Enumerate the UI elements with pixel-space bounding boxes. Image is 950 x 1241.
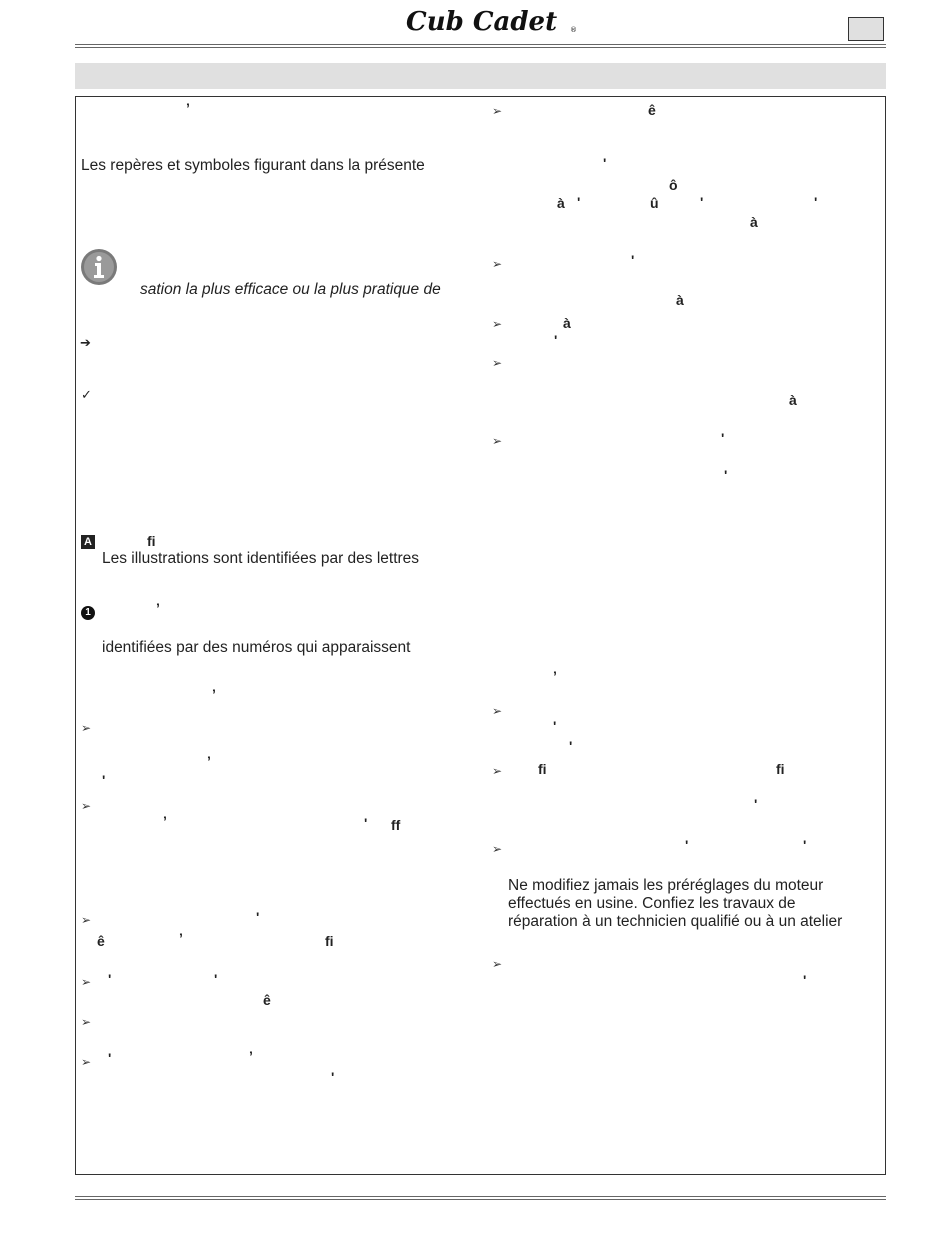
bullet-arrow-icon: ➢	[492, 104, 503, 118]
text-fragment: à	[789, 392, 797, 408]
footer-rule-bottom	[75, 1199, 886, 1200]
text-fragment: û	[650, 195, 659, 211]
bullet-arrow-icon: ➢	[81, 799, 92, 813]
text-fragment: à	[676, 292, 684, 308]
info-icon	[80, 248, 118, 286]
text-fragment: ’	[156, 600, 160, 616]
text-fragment: '	[554, 332, 558, 348]
figure-label: Les illustrations sont identifiées par des lettres	[102, 550, 420, 567]
bullet-arrow-icon: ➢	[81, 721, 92, 735]
bullet-arrow-icon: ➢	[492, 704, 503, 718]
text-fragment: ’	[553, 668, 557, 684]
text-fragment: ’	[163, 813, 167, 829]
text-fragment: ’	[212, 686, 216, 702]
engine-warning-line-3: réparation à un technicien qualifié ou à un atelier	[508, 913, 843, 930]
bullet-arrow-icon: ➢	[492, 257, 503, 271]
text-fragment: '	[721, 430, 725, 446]
registered-mark: ®	[570, 26, 577, 34]
brand-logo-text: Cub Cadet	[406, 7, 558, 37]
text-fragment: '	[631, 252, 635, 268]
text-fragment: '	[214, 971, 218, 987]
text-fragment: à	[750, 214, 758, 230]
text-fragment: '	[700, 194, 704, 210]
header-rule-top	[75, 44, 886, 45]
bullet-arrow-icon: ➢	[81, 1055, 92, 1069]
bullet-arrow-icon: ➢	[81, 975, 92, 989]
text-fragment: ê	[648, 102, 656, 118]
bullet-arrow-icon: ➢	[492, 957, 503, 971]
text-fragment: '	[364, 815, 368, 831]
text-fragment: à	[563, 315, 571, 331]
text-fragment: fi	[776, 761, 785, 777]
text-fragment: ’	[249, 1048, 253, 1064]
cub-cadet-logo	[398, 2, 578, 40]
text-fragment: '	[814, 194, 818, 210]
section-title-band	[75, 63, 886, 89]
component-number-badge: 1	[81, 606, 95, 620]
text-fragment: '	[256, 909, 260, 925]
text-fragment: à	[557, 195, 565, 211]
text-fragment: fi	[325, 933, 334, 949]
bullet-arrow-icon: ➢	[492, 434, 503, 448]
content-frame	[75, 96, 886, 1175]
text-fragment: '	[331, 1069, 335, 1085]
bullet-arrow-icon: ➢	[81, 913, 92, 927]
text-fragment: ’	[207, 753, 211, 769]
text-fragment: fi	[147, 533, 156, 549]
text-fragment: '	[108, 971, 112, 987]
text-fragment: '	[569, 738, 573, 754]
header-rule-bottom	[75, 47, 886, 48]
checkmark-icon: ✓	[81, 387, 92, 402]
text-fragment: '	[102, 772, 106, 788]
text-fragment: '	[803, 972, 807, 988]
intro-line: Les repères et symboles figurant dans la présente	[81, 157, 425, 174]
engine-warning-line-1: Ne modifiez jamais les préréglages du moteur	[508, 877, 824, 894]
text-fragment: '	[685, 837, 689, 853]
info-note: sation la plus efficace ou la plus pratique de	[140, 281, 441, 298]
bullet-arrow-icon: ➢	[81, 1015, 92, 1029]
component-label: identifiées par des numéros qui apparaissent	[102, 639, 411, 656]
text-fragment: '	[577, 194, 581, 210]
engine-warning-line-2: effectués en usine. Confiez les travaux de	[508, 895, 796, 912]
text-fragment: ô	[669, 177, 678, 193]
text-fragment: '	[603, 155, 607, 171]
text-fragment: '	[108, 1050, 112, 1066]
text-fragment: ff	[391, 817, 401, 833]
text-fragment: '	[803, 837, 807, 853]
text-fragment: ’	[179, 930, 183, 946]
page-number-box	[848, 17, 884, 41]
text-fragment: '	[553, 718, 557, 734]
text-fragment: '	[724, 467, 728, 483]
arrow-right-icon: ➔	[80, 335, 91, 350]
text-fragment: '	[754, 796, 758, 812]
footer-rule-top	[75, 1196, 886, 1197]
bullet-arrow-icon: ➢	[492, 356, 503, 370]
bullet-arrow-icon: ➢	[492, 842, 503, 856]
text-fragment: ê	[263, 992, 271, 1008]
text-fragment: fi	[538, 761, 547, 777]
text-fragment: ê	[97, 933, 105, 949]
text-fragment: ’	[186, 100, 190, 116]
bullet-arrow-icon: ➢	[492, 764, 503, 778]
bullet-arrow-icon: ➢	[492, 317, 503, 331]
figure-letter-badge: A	[81, 535, 95, 549]
